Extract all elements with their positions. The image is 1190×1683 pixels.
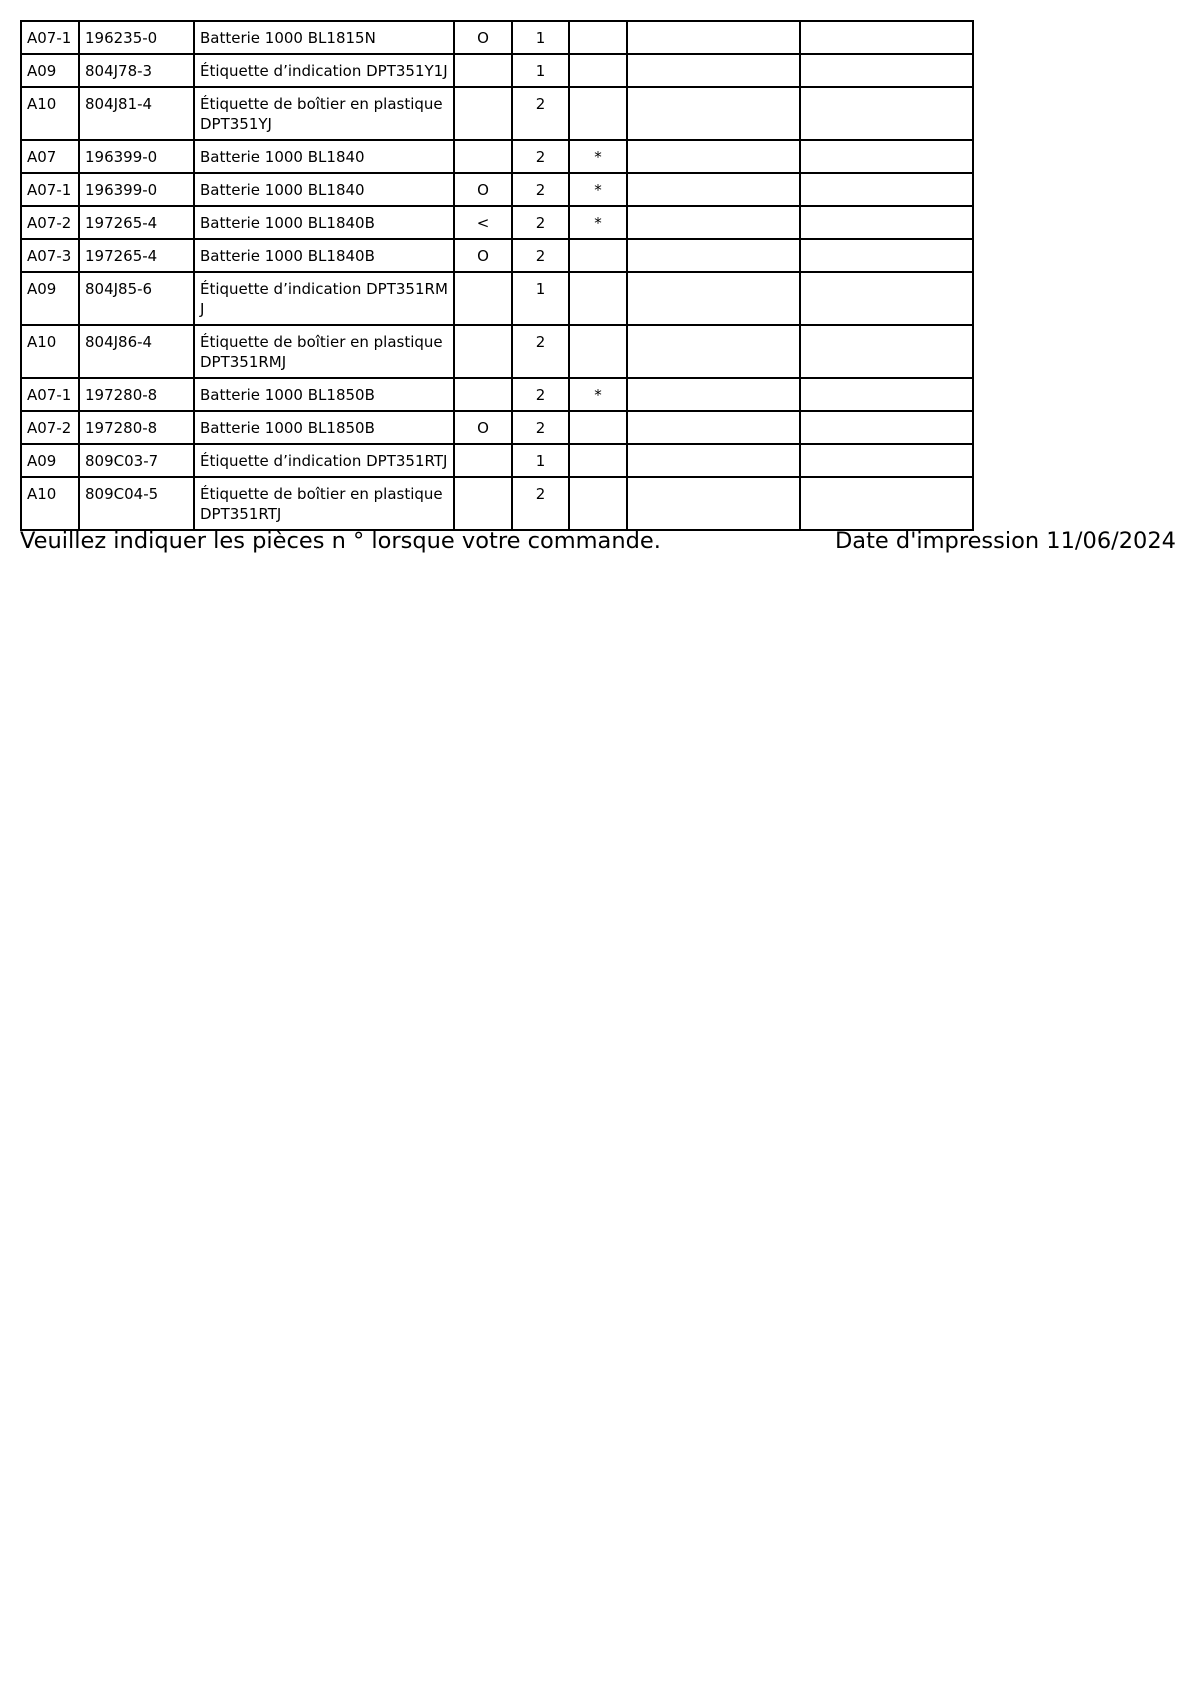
mark-cell: O (454, 239, 512, 272)
empty-cell (800, 272, 973, 325)
part-number-cell: 197280-8 (79, 378, 194, 411)
mark-cell (454, 54, 512, 87)
table-row (21, 444, 973, 477)
table-row (21, 140, 973, 173)
empty-cell (627, 87, 800, 140)
table-row (21, 239, 973, 272)
ref-cell: A07-1 (21, 378, 79, 411)
ref-cell: A07-2 (21, 411, 79, 444)
mark-cell (454, 87, 512, 140)
empty-cell (627, 411, 800, 444)
empty-cell (627, 239, 800, 272)
table-row (21, 21, 973, 54)
mark-cell (454, 325, 512, 378)
description-cell: Batterie 1000 BL1815N (194, 21, 454, 54)
mark-cell (454, 444, 512, 477)
note-cell (569, 54, 627, 87)
empty-cell (800, 173, 973, 206)
empty-cell (627, 173, 800, 206)
parts-table-body (21, 21, 973, 530)
mark-cell (454, 140, 512, 173)
quantity-cell: 2 (512, 239, 569, 272)
mark-cell: < (454, 206, 512, 239)
part-number-cell: 196399-0 (79, 173, 194, 206)
quantity-cell: 2 (512, 87, 569, 140)
note-cell (569, 239, 627, 272)
ref-cell: A07 (21, 140, 79, 173)
table-row (21, 477, 973, 530)
quantity-cell: 2 (512, 378, 569, 411)
note-cell (569, 87, 627, 140)
note-cell: * (569, 140, 627, 173)
empty-cell (800, 378, 973, 411)
quantity-cell: 2 (512, 173, 569, 206)
ref-cell: A09 (21, 444, 79, 477)
quantity-cell: 1 (512, 444, 569, 477)
ref-cell: A07-1 (21, 173, 79, 206)
parts-table (20, 20, 974, 531)
part-number-cell: 196399-0 (79, 140, 194, 173)
table-row (21, 411, 973, 444)
description-cell: Étiquette de boîtier en plastique DPT351YJ (194, 87, 454, 140)
part-number-cell: 197280-8 (79, 411, 194, 444)
mark-cell (454, 272, 512, 325)
empty-cell (800, 239, 973, 272)
table-row (21, 206, 973, 239)
table-row (21, 54, 973, 87)
note-cell (569, 411, 627, 444)
empty-cell (800, 325, 973, 378)
empty-cell (800, 140, 973, 173)
description-cell: Batterie 1000 BL1850B (194, 411, 454, 444)
table-row (21, 173, 973, 206)
description-cell: Étiquette d’indication DPT351RM J (194, 272, 454, 325)
empty-cell (627, 54, 800, 87)
description-cell: Batterie 1000 BL1840 (194, 173, 454, 206)
empty-cell (800, 87, 973, 140)
empty-cell (800, 477, 973, 530)
empty-cell (627, 325, 800, 378)
ref-cell: A10 (21, 87, 79, 140)
description-cell: Batterie 1000 BL1840B (194, 206, 454, 239)
empty-cell (800, 444, 973, 477)
note-cell (569, 444, 627, 477)
quantity-cell: 2 (512, 206, 569, 239)
empty-cell (627, 378, 800, 411)
quantity-cell: 1 (512, 54, 569, 87)
empty-cell (800, 411, 973, 444)
mark-cell: O (454, 21, 512, 54)
part-number-cell: 809C04-5 (79, 477, 194, 530)
empty-cell (800, 54, 973, 87)
quantity-cell: 1 (512, 272, 569, 325)
quantity-cell: 1 (512, 21, 569, 54)
description-cell: Étiquette de boîtier en plastique DPT351RTJ (194, 477, 454, 530)
description-cell: Étiquette d’indication DPT351Y1J (194, 54, 454, 87)
ref-cell: A07-1 (21, 21, 79, 54)
ref-cell: A09 (21, 54, 79, 87)
table-row (21, 378, 973, 411)
description-cell: Étiquette de boîtier en plastique DPT351RMJ (194, 325, 454, 378)
table-row (21, 272, 973, 325)
mark-cell (454, 378, 512, 411)
ref-cell: A07-3 (21, 239, 79, 272)
print-date: Date d'impression 11/06/2024 (834, 528, 1176, 554)
part-number-cell: 809C03-7 (79, 444, 194, 477)
note-cell (569, 272, 627, 325)
description-cell: Batterie 1000 BL1840B (194, 239, 454, 272)
mark-cell: O (454, 173, 512, 206)
note-cell (569, 21, 627, 54)
quantity-cell: 2 (512, 477, 569, 530)
empty-cell (627, 140, 800, 173)
table-row (21, 87, 973, 140)
quantity-cell: 2 (512, 325, 569, 378)
note-cell: * (569, 378, 627, 411)
description-cell: Étiquette d’indication DPT351RTJ (194, 444, 454, 477)
quantity-cell: 2 (512, 140, 569, 173)
empty-cell (627, 272, 800, 325)
description-cell: Batterie 1000 BL1840 (194, 140, 454, 173)
parts-list-sheet (20, 20, 974, 531)
mark-cell: O (454, 411, 512, 444)
empty-cell (800, 206, 973, 239)
note-cell: * (569, 173, 627, 206)
part-number-cell: 197265-4 (79, 206, 194, 239)
empty-cell (627, 206, 800, 239)
empty-cell (627, 21, 800, 54)
ref-cell: A10 (21, 477, 79, 530)
mark-cell (454, 477, 512, 530)
part-number-cell: 804J81-4 (79, 87, 194, 140)
part-number-cell: 804J85-6 (79, 272, 194, 325)
part-number-cell: 804J86-4 (79, 325, 194, 378)
quantity-cell: 2 (512, 411, 569, 444)
note-cell (569, 477, 627, 530)
ref-cell: A10 (21, 325, 79, 378)
part-number-cell: 196235-0 (79, 21, 194, 54)
part-number-cell: 197265-4 (79, 239, 194, 272)
part-number-cell: 804J78-3 (79, 54, 194, 87)
description-cell: Batterie 1000 BL1850B (194, 378, 454, 411)
empty-cell (627, 477, 800, 530)
note-cell: * (569, 206, 627, 239)
empty-cell (627, 444, 800, 477)
ref-cell: A09 (21, 272, 79, 325)
note-cell (569, 325, 627, 378)
empty-cell (800, 21, 973, 54)
table-row (21, 325, 973, 378)
order-instruction-note: Veuillez indiquer les pièces n ° lorsque votre commande. (20, 528, 661, 554)
ref-cell: A07-2 (21, 206, 79, 239)
